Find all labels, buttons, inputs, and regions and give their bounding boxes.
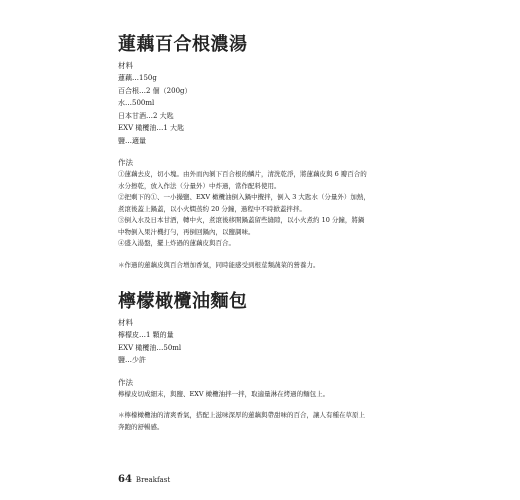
page-number: 64 — [118, 474, 132, 485]
ingredient-item: 日本甘酒…2 大匙 — [118, 111, 174, 120]
ingredient-item: 百合根…2 個（200g） — [118, 86, 192, 95]
ingredient-item: 鹽…少許 — [118, 356, 146, 364]
section-label: Breakfast — [135, 476, 171, 484]
step-line: 中物倒入果汁機打勻，再倒回鍋內，以鹽調味。 — [118, 227, 255, 236]
recipe1-note: ＊作過的蓮藕皮與百合增加香氣，同時能感受到根莖類蔬菜的營養力。 — [118, 260, 320, 269]
step-line: ②把剩下的①、一小撮鹽、EXV 橄欖油倒入鍋中攪拌，倒入 3 大匙水（分量外）加熱， — [118, 193, 370, 201]
recipe-page — [118, 34, 408, 433]
step-line: 煮滾後蓋上鍋蓋，以小火燜蒸約 20 分鐘，過程中不時掀蓋拌拌。 — [118, 204, 306, 213]
ingredient-item: EXV 橄欖油…50ml — [118, 343, 182, 352]
recipe1-title: 蓮藕百合根濃湯 — [118, 34, 248, 55]
recipe1-ingredients-heading: 材料 — [118, 61, 133, 70]
recipe2-title: 檸檬橄欖油麵包 — [118, 291, 248, 312]
ingredient-item: 檸檬皮…1 顆的量 — [118, 331, 174, 339]
recipe1-method-heading: 作法 — [118, 158, 133, 167]
step-line: 水分擦乾，放入作法（分量外）中炸過，當作配料使用。 — [118, 181, 281, 190]
recipe2-note — [118, 410, 408, 433]
recipe2-method-heading: 作法 — [118, 377, 133, 387]
page-footer — [118, 474, 170, 485]
step-line: ①蓮藕去皮，切小塊。由外而內剝下百合根的鱗片，清洗乾淨，將蓮藕皮與 6 瓣百合的 — [118, 170, 367, 178]
step-line: ③倒入水及日本甘酒，轉中火，煮滾後移開鍋蓋留些縫隙，以小火煮約 10 分鐘，將鍋 — [118, 216, 365, 224]
note-line: 奔跑的舒暢感。 — [118, 422, 164, 431]
ingredient-item: 鹽…適量 — [118, 136, 146, 145]
recipe1-step-list — [118, 169, 408, 250]
ingredient-item: 水…500ml — [118, 99, 155, 107]
recipe2-step-list — [118, 389, 408, 401]
recipe2-ingredients-heading: 材料 — [118, 318, 133, 327]
ingredient-item: 蓮藕…150g — [118, 74, 157, 82]
recipe1-ingredient-list — [118, 72, 408, 147]
note-line: ＊檸檬橄欖油的清爽香氣，搭配上滋味深厚的蓮藕與帶甜味的百合，讓人有種在草原上 — [118, 411, 365, 419]
recipe2-ingredient-list — [118, 329, 408, 367]
step-line: ④盛入湯盤，擺上炸過的蓮藕皮與百合。 — [118, 239, 235, 247]
step-line: 檸檬皮切成細末，與鹽、EXV 橄欖油拌一拌，取適量淋在烤過的麵包上。 — [118, 389, 330, 398]
ingredient-item: EXV 橄欖油…1 大匙 — [118, 124, 185, 132]
